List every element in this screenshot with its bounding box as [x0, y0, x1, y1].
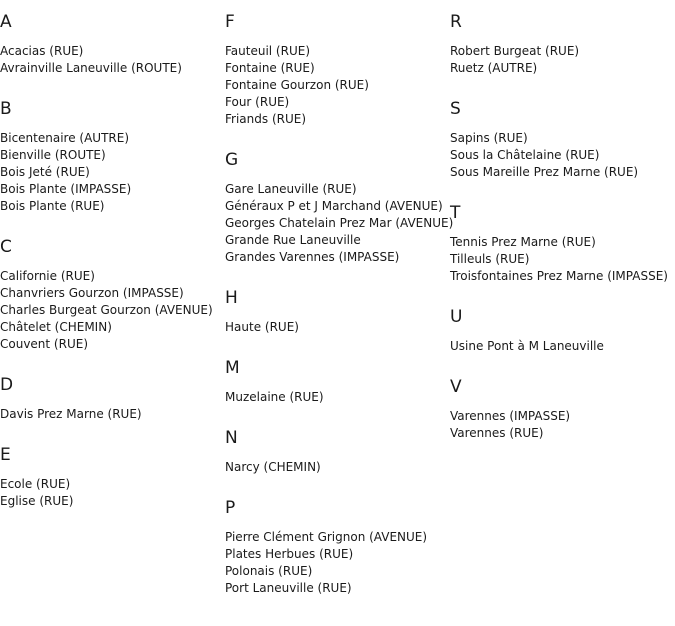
street-link[interactable]: Bois Jeté (RUE)	[0, 165, 90, 179]
letter-group	[450, 365, 675, 452]
group-spacer	[0, 510, 222, 520]
street-link[interactable]: Polonais (RUE)	[225, 564, 313, 578]
letter-group	[0, 0, 222, 87]
group-spacer	[450, 442, 675, 452]
street-link[interactable]: Fontaine (RUE)	[225, 61, 315, 75]
letter-heading: N	[225, 428, 238, 448]
group-spacer	[0, 215, 222, 225]
letter-group	[225, 138, 454, 276]
street-link[interactable]: Bicentenaire (AUTRE)	[0, 131, 130, 145]
letter-heading: D	[0, 375, 14, 395]
street-link[interactable]: Grandes Varennes (IMPASSE)	[225, 250, 400, 264]
street-link[interactable]: Tilleuls (RUE)	[450, 252, 530, 266]
street-link[interactable]: Sous la Châtelaine (RUE)	[450, 148, 600, 162]
street-link[interactable]: Tennis Prez Marne (RUE)	[450, 235, 596, 249]
street-link[interactable]: Davis Prez Marne (RUE)	[0, 407, 142, 421]
group-spacer	[450, 77, 675, 87]
group-spacer	[225, 406, 447, 416]
street-link[interactable]: Narcy (CHEMIN)	[225, 460, 321, 474]
street-link[interactable]: Pierre Clément Grignon (AVENUE)	[225, 530, 428, 544]
letter-heading: F	[225, 12, 235, 32]
letter-group	[225, 276, 447, 346]
letter-heading: R	[450, 12, 462, 32]
letter-group	[450, 191, 675, 295]
letter-group	[0, 225, 222, 363]
group-spacer	[450, 181, 675, 191]
street-link[interactable]: Usine Pont à M Laneuville	[450, 339, 604, 353]
letter-heading: G	[225, 150, 239, 170]
street-link[interactable]: Gare Laneuville (RUE)	[225, 182, 357, 196]
index-column	[450, 0, 675, 452]
letter-heading: A	[0, 12, 12, 32]
group-spacer	[225, 128, 447, 138]
street-link[interactable]: Ecole (RUE)	[0, 477, 71, 491]
street-link[interactable]: Varennes (IMPASSE)	[450, 409, 571, 423]
street-link[interactable]: Varennes (RUE)	[450, 426, 544, 440]
letter-heading: S	[450, 99, 461, 119]
letter-heading: V	[450, 377, 462, 397]
group-spacer	[450, 355, 675, 365]
letter-group	[0, 363, 222, 433]
street-link[interactable]: Charles Burgeat Gourzon (AVENUE)	[0, 303, 213, 317]
street-link[interactable]: Georges Chatelain Prez Mar (AVENUE)	[225, 216, 454, 230]
letter-heading: M	[225, 358, 240, 378]
letter-group	[450, 295, 675, 365]
letter-heading: P	[225, 498, 236, 518]
street-link[interactable]: Troisfontaines Prez Marne (IMPASSE)	[450, 269, 668, 283]
street-link[interactable]: Sous Mareille Prez Marne (RUE)	[450, 165, 639, 179]
street-link[interactable]: Généraux P et J Marchand (AVENUE)	[225, 199, 443, 213]
letter-heading: U	[450, 307, 463, 327]
group-spacer	[0, 423, 222, 433]
street-link[interactable]: Bois Plante (IMPASSE)	[0, 182, 132, 196]
letter-group	[225, 0, 447, 138]
letter-heading: H	[225, 288, 238, 308]
street-link[interactable]: Grande Rue Laneuville	[225, 233, 361, 247]
street-link[interactable]: Sapins (RUE)	[450, 131, 528, 145]
letter-group	[225, 486, 447, 607]
street-link[interactable]: Bienville (ROUTE)	[0, 148, 106, 162]
street-link[interactable]: Fauteuil (RUE)	[225, 44, 311, 58]
letter-heading: B	[0, 99, 12, 119]
street-link[interactable]: Haute (RUE)	[225, 320, 299, 334]
letter-group	[450, 0, 675, 87]
letter-group	[450, 87, 675, 191]
group-spacer	[225, 266, 447, 276]
street-link[interactable]: Plates Herbues (RUE)	[225, 547, 354, 561]
group-spacer	[0, 353, 222, 363]
letter-heading: E	[0, 445, 11, 465]
letter-group	[225, 416, 447, 486]
street-link[interactable]: Fontaine Gourzon (RUE)	[225, 78, 369, 92]
street-link[interactable]: Chanvriers Gourzon (IMPASSE)	[0, 286, 184, 300]
street-link[interactable]: Port Laneuville (RUE)	[225, 581, 352, 595]
street-link[interactable]: Friands (RUE)	[225, 112, 307, 126]
street-link[interactable]: Californie (RUE)	[0, 269, 95, 283]
street-link[interactable]: Acacias (RUE)	[0, 44, 84, 58]
street-link[interactable]: Ruetz (AUTRE)	[450, 61, 538, 75]
street-link[interactable]: Bois Plante (RUE)	[0, 199, 105, 213]
street-link[interactable]: Muzelaine (RUE)	[225, 390, 324, 404]
letter-group	[0, 87, 222, 225]
index-column	[225, 0, 454, 607]
letter-group	[225, 346, 447, 416]
letter-group	[0, 433, 222, 520]
street-link[interactable]: Four (RUE)	[225, 95, 290, 109]
group-spacer	[225, 476, 447, 486]
group-spacer	[225, 597, 447, 607]
index-column	[0, 0, 222, 520]
street-link[interactable]: Avrainville Laneuville (ROUTE)	[0, 61, 182, 75]
group-spacer	[450, 285, 675, 295]
street-link[interactable]: Eglise (RUE)	[0, 494, 74, 508]
letter-heading: T	[450, 203, 461, 223]
street-link[interactable]: Robert Burgeat (RUE)	[450, 44, 580, 58]
street-link[interactable]: Couvent (RUE)	[0, 337, 89, 351]
group-spacer	[225, 336, 447, 346]
letter-heading: C	[0, 237, 12, 257]
street-link[interactable]: Châtelet (CHEMIN)	[0, 320, 112, 334]
group-spacer	[0, 77, 222, 87]
